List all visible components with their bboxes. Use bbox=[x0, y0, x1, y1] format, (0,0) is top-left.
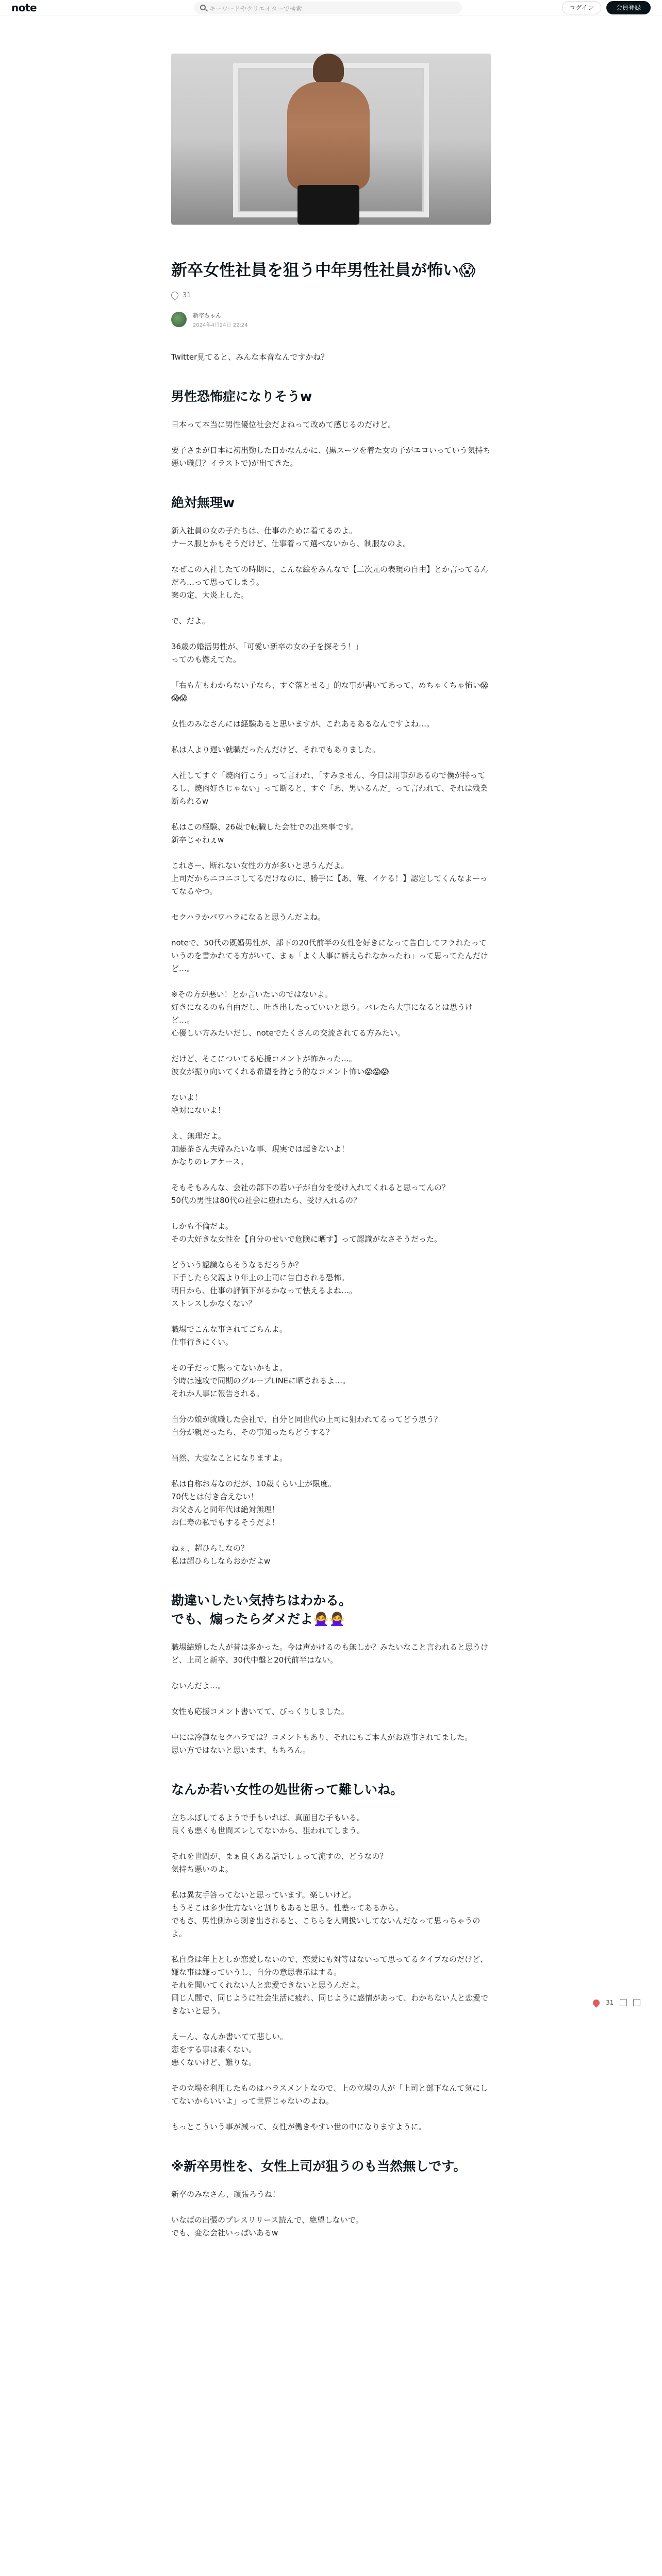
article-body bbox=[171, 351, 491, 2240]
paragraph: なぜこの入社したての時期に、こんな絵をみんなで【二次元の表現の自由】とか言ってるんだろ…って思ってしまう。 案の定、大炎上した。 bbox=[171, 565, 489, 600]
paragraph: ねぇ、超ひらしなの？ 私は超ひらしならおかだよw bbox=[171, 1544, 271, 1566]
man-figure bbox=[277, 54, 380, 225]
author-block[interactable] bbox=[171, 312, 491, 327]
author-name[interactable]: 新卒ちゃん bbox=[193, 312, 221, 319]
paragraph: 36歳の婚活男性が、「可愛い新卒の女の子を探そう！」 ってのも燃えてた。 bbox=[171, 642, 363, 664]
signup-button[interactable]: 会員登録 bbox=[606, 1, 651, 14]
paragraph: 当然、大変なことになりますよ。 bbox=[171, 1453, 288, 1463]
paragraph: 新入社員の女の子たちは、仕事のために着てるのよ。 ナース服とかもそうだけど、仕事着って選べないから、制服なのよ。 bbox=[171, 526, 411, 548]
search-icon bbox=[200, 5, 206, 10]
article-column bbox=[171, 54, 491, 2252]
side-like-count: 31 bbox=[606, 1999, 614, 2006]
paragraph: そもそもみんな、会社の部下の若い子が自分を受け入れてくれると思ってんの？ 50代の男性は80代の社会に堕れたら、受け入れるの？ bbox=[171, 1183, 450, 1205]
paragraph: いなばの出張のプレスリリース読んで、絶望しないで。 でも、変な会社いっぱいあるw bbox=[171, 2215, 363, 2238]
paragraph: それを世間が、まぁ良くある話でしょって流すの、どうなの？ 気持ち悪いのよ。 bbox=[171, 1852, 388, 1874]
figure-pants bbox=[297, 185, 359, 225]
section-heading: ※新卒男性を、女性上司が狙うのも当然無しです。 bbox=[171, 2159, 467, 2174]
paragraph: 自分の娘が就職した会社で、自分と同世代の上司に狙われてるってどう思う？ 自分が親だったら、その事知ったらどうする？ bbox=[171, 1415, 442, 1437]
paragraph: 「右も左もわからない子なら、すぐ落とせる」的な事が書いてあって、めちゃくちゃ怖い😱😱😱 bbox=[171, 681, 489, 703]
publish-date: 2024年4月24日 22:24 bbox=[193, 322, 248, 328]
paragraph: だけど、そこについてる応援コメントが怖かった…。 彼女が振り向いてくれる希望を持とう的なコメント怖い😱😱😱 bbox=[171, 1054, 389, 1076]
note-logo[interactable]: note bbox=[11, 2, 37, 14]
section-heading: 勘違いしたい気持ちはわかる。 でも、煽ったらダメだよ🙅‍♀️🙅‍♀️ bbox=[171, 1593, 352, 1626]
share-icon[interactable] bbox=[633, 1999, 640, 2006]
search-placeholder: キーワードやクリエイターで検索 bbox=[209, 5, 302, 12]
paragraph: 職場でこんな事されてごらんよ。 仕事行きにくい。 bbox=[171, 1325, 288, 1347]
paragraph: セクハラかパワハラになると思うんだよね。 bbox=[171, 912, 326, 922]
paragraph: もっとこういう事が減って、女性が働きやすい世の中になりますように。 bbox=[171, 2122, 426, 2131]
hero-image bbox=[171, 54, 491, 225]
like-row bbox=[171, 290, 491, 300]
paragraph: 入社してすぐ「焼肉行こう」って言われ、「すみません、今日は用事があるので僕が持ってるし、焼肉好きじゃない」って断ると、すぐ「あ、男いるんだ」って言われて、それは残業断られるw bbox=[171, 771, 488, 806]
section-heading: なんか若い女性の処世術って難しいね。 bbox=[171, 1782, 404, 1797]
comment-icon[interactable] bbox=[620, 1999, 627, 2006]
paragraph: 職場結婚した人が昔は多かった。今は声かけるのも無しか？みたいなこと言われると思うけど、上司と新卒、30代中盤と20代前半はない。 bbox=[171, 1642, 489, 1665]
heart-icon[interactable] bbox=[170, 290, 180, 300]
paragraph: え、無理だよ。 加藤茶さん夫婦みたいな事、現実では起きないよ！ かなりのレアケース。 bbox=[171, 1131, 350, 1166]
article-title: 新卒女性社員を狙う中年男性社員が怖い😱 bbox=[171, 261, 476, 280]
paragraph: 私は異友手答ってないと思っています。楽しいけど。 もうそこは多少仕方ないと割りもあると思う。性差ってあるから。 でもさ、男性側から剥き出されると、こちらを人間扱いしてないんだなって思っちゃうのよ。 bbox=[171, 1890, 481, 1938]
paragraph: どういう認識ならそうなるだろうか？ 下手したら父親より年上の上司に告白される恐怖。 明日から、仕事の評価下がるかなって怯えるよね…。 ストレスしかなくない？ bbox=[171, 1260, 357, 1308]
paragraph: 私はこの経験、26歳で転職した会社での出来事です。 新卒じゃねぇw bbox=[171, 822, 358, 844]
paragraph: その立場を利用したものはハラスメントなので、上の立場の人が「上司と部下なんて気にしてないからいいよ」って世界じゃないのよね。 bbox=[171, 2083, 488, 2106]
search-input[interactable] bbox=[194, 2, 462, 14]
login-button[interactable]: ログイン bbox=[562, 1, 601, 14]
paragraph: 新卒のみなさん、頑張ろうね！ bbox=[171, 2190, 280, 2199]
paragraph: ないんだよ…。 bbox=[171, 1681, 226, 1690]
paragraph: 日本って本当に男性優位社会だよねって改めて感じるのだけど。 bbox=[171, 420, 396, 429]
paragraph: 女性のみなさんには経験あると思いますが、これあるあるなんですよね…。 bbox=[171, 719, 435, 728]
avatar[interactable] bbox=[171, 312, 187, 327]
paragraph: Twitter見てると、みんな本音なんですかね？ bbox=[171, 352, 329, 362]
paragraph: で、だよ。 bbox=[171, 616, 210, 625]
paragraph: noteで、50代の既婚男性が、部下の20代前半の女性を好きになって告白してフラれたっていうのを書かれてる方がいて、まぁ「よく人事に訴えられなかったね」って思ってたんだけど…。 bbox=[171, 938, 488, 973]
side-actions bbox=[593, 1999, 640, 2006]
figure-torso bbox=[287, 82, 370, 190]
paragraph: 立ちふぼしてるようで手もいれば、真面目な子もいる。 良くも悪くも世間ズレしてないから、狙われてしまう。 bbox=[171, 1813, 365, 1835]
paragraph: 私は自称お寿なのだが、10歳くらい上が限度。 70代とは付き合えない！ お父さんと同年代は絶対無理！ お仁寿の私でもするそうだよ！ bbox=[171, 1479, 336, 1527]
figure-head bbox=[313, 54, 344, 84]
paragraph: えーん、なんか書いてて悲しい。 恋をする事は素くない。 悪くないけど、難りな。 bbox=[171, 2032, 288, 2067]
paragraph: 私自身は年上としか恋愛しないので、恋愛にも対等はないって思ってるタイプなのだけど、嫌な事は嫌っていうし、自分の意思表示はする。 それを聞いてくれない人と恋愛できないと思うんだよ。 同じ人間で、同じように社会生活に疲れ、同じように感情があって、わかちない人と恋愛できないと思う。 bbox=[171, 1955, 489, 2015]
paragraph: ないよ！ 絶対にないよ！ bbox=[171, 1093, 226, 1115]
paragraph: しかも不倫だよ。 その大好きな女性を【自分のせいで危険に晒す】って認識がなさそうだった。 bbox=[171, 1222, 442, 1244]
paragraph: ※その方が悪い！とか言いたいのではないよ。 好きになるのも自由だし、吐き出したっていいと思う。バレたら大事になるとは思うけど…。 心優しい方みたいだし、noteでたくさんの交流されてる方みたい。 bbox=[171, 990, 473, 1038]
paragraph: これさー、断れない女性の方が多いと思うんだよ。 上司だからニコニコしてるだけなのに、勝手に【あ、俺、イケる！】認定してくんなよーってなるやつ。 bbox=[171, 861, 488, 896]
section-heading: 絶対無理w bbox=[171, 495, 235, 510]
paragraph: 中には冷静なセクハラでは？コメントもあり、それにもご本人がお返事されてました。 思い方ではないと思います、もちろん。 bbox=[171, 1733, 473, 1755]
paragraph: 私は人より遅い就職だったんだけど、それでもありました。 bbox=[171, 745, 380, 754]
paragraph: その子だって黙ってないかもよ。 今時は速攻で同期のグループLINEに晒されるよ…。 それか人事に報告される。 bbox=[171, 1363, 351, 1398]
section-heading: 男性恐怖症になりそうw bbox=[171, 389, 312, 404]
like-heart-icon[interactable] bbox=[591, 1998, 601, 2007]
like-count: 31 bbox=[183, 291, 191, 299]
site-header bbox=[0, 0, 662, 15]
paragraph: 要子さまが日本に初出勤した日かなんかに、(黒スーツを着た女の子がエロいっていう気持ち悪い職員？イラストで)が出てきた。 bbox=[171, 446, 491, 468]
paragraph: 女性も応援コメント書いてて、びっくりしました。 bbox=[171, 1707, 349, 1716]
